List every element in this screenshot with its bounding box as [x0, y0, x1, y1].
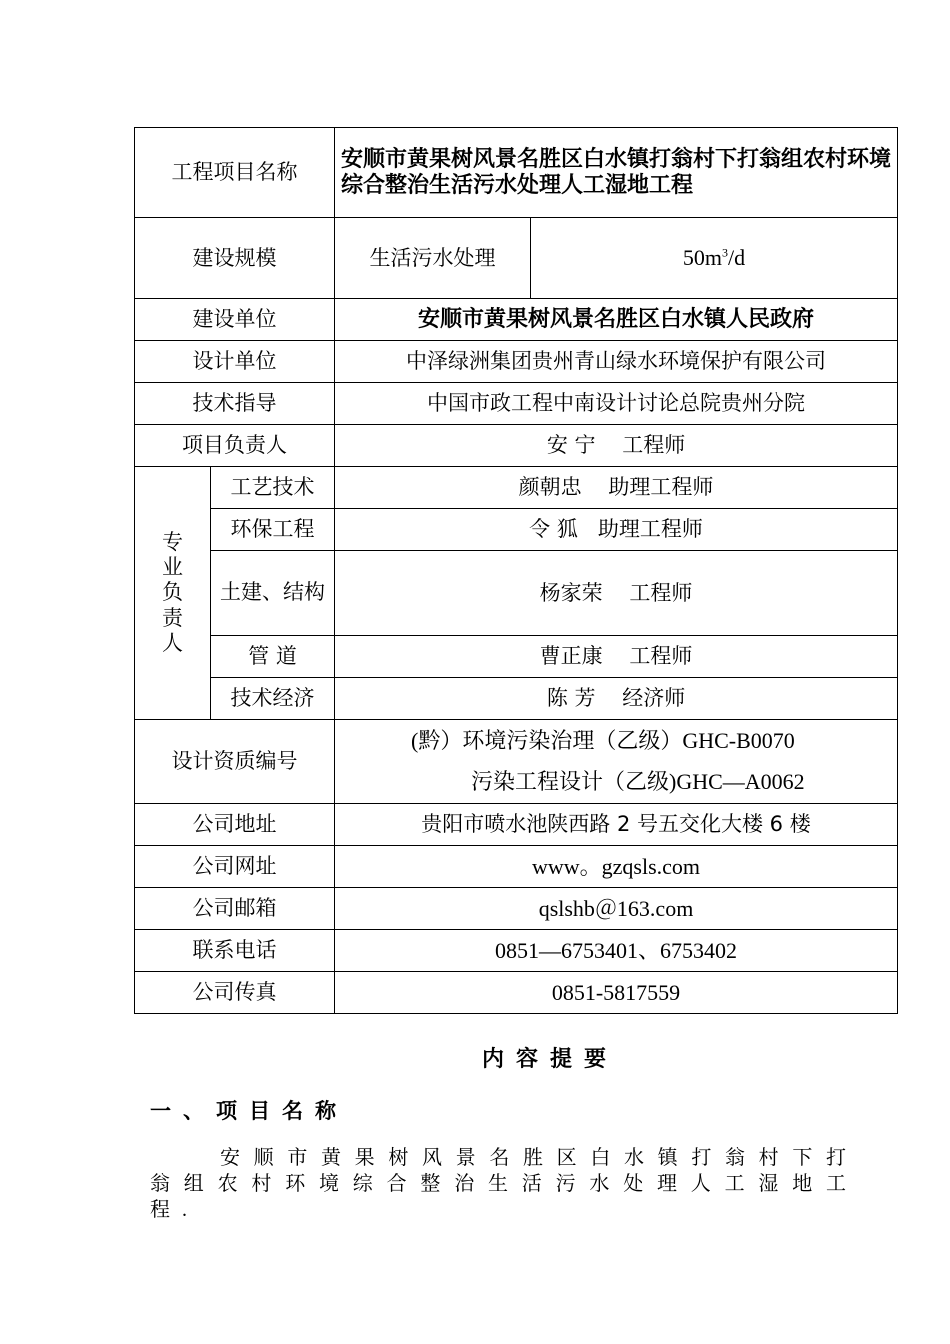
- qualification-line-1: (黔）环境污染治理（乙级）GHC-B0070: [411, 727, 795, 753]
- row-designer: [135, 341, 898, 383]
- project-name-label: 工程项目名称: [135, 128, 335, 218]
- fax-value: 0851-5817559: [335, 972, 898, 1014]
- qualification-cell: [335, 720, 898, 804]
- lead-label: 项目负责人: [135, 425, 335, 467]
- address-value: 贵阳市喷水池陕西路 2 号五交化大楼 6 楼: [335, 804, 898, 846]
- specialist-field: 管 道: [211, 636, 335, 678]
- email-value: qslshb＠163.com: [335, 888, 898, 930]
- row-lead: [135, 425, 898, 467]
- website-label: 公司网址: [135, 846, 335, 888]
- specialist-person: 陈 芳 经济师: [335, 678, 898, 720]
- qualification-label: 设计资质编号: [135, 720, 335, 804]
- row-qualification: [135, 720, 898, 804]
- scale-sup: 3: [722, 245, 728, 260]
- row-website: [135, 846, 898, 888]
- email-label: 公司邮箱: [135, 888, 335, 930]
- row-specialist-3: [135, 551, 898, 636]
- row-specialist-5: [135, 678, 898, 720]
- section-1-heading: 一、项目名称: [150, 1099, 348, 1123]
- scale-value-cell: [531, 218, 898, 299]
- scale-unit: /d: [728, 245, 746, 271]
- row-specialist-4: [135, 636, 898, 678]
- scale-type: 生活污水处理: [335, 218, 531, 299]
- specialist-field: 土建、结构: [211, 551, 335, 636]
- row-project-name: [135, 128, 898, 218]
- specialist-field: 工艺技术: [211, 467, 335, 509]
- website-value: www。gzqsls.com: [335, 846, 898, 888]
- row-address: [135, 804, 898, 846]
- address-label: 公司地址: [135, 804, 335, 846]
- project-info-table: [134, 127, 898, 1014]
- specialist-person: 颜朝忠 助理工程师: [335, 467, 898, 509]
- row-specialist-1: [135, 467, 898, 509]
- row-fax: [135, 972, 898, 1014]
- builder-value: 安顺市黄果树风景名胜区白水镇人民政府: [335, 299, 898, 341]
- specialist-group-cell: [135, 467, 211, 720]
- row-phone: [135, 930, 898, 972]
- scale-value: 50m: [682, 245, 722, 271]
- summary-heading: 内容提要: [481, 1047, 618, 1072]
- section-1-paragraph: 安顺市黄果树风景名胜区白水镇打翁村下打翁组农村环境综合整治生活污水处理人工湿地工程.: [150, 1147, 858, 1221]
- specialist-group-label: 专业负责人: [162, 530, 183, 655]
- row-tech-guide: [135, 383, 898, 425]
- row-builder: [135, 299, 898, 341]
- lead-value: 安 宁 工程师: [335, 425, 898, 467]
- specialist-person: 令 狐 助理工程师: [335, 509, 898, 551]
- specialist-field: 技术经济: [211, 678, 335, 720]
- project-name-value: 安顺市黄果树风景名胜区白水镇打翁村下打翁组农村环境综合整治生活污水处理人工湿地工程: [335, 128, 898, 218]
- fax-label: 公司传真: [135, 972, 335, 1014]
- tech-guide-value: 中国市政工程中南设计讨论总院贵州分院: [335, 383, 898, 425]
- builder-label: 建设单位: [135, 299, 335, 341]
- specialist-person: 曹正康 工程师: [335, 636, 898, 678]
- designer-value: 中泽绿洲集团贵州青山绿水环境保护有限公司: [335, 341, 898, 383]
- scale-label: 建设规模: [135, 218, 335, 299]
- row-scale: [135, 218, 898, 299]
- specialist-person: 杨家荣 工程师: [335, 551, 898, 636]
- phone-value: 0851—6753401、6753402: [335, 930, 898, 972]
- row-specialist-2: [135, 509, 898, 551]
- tech-guide-label: 技术指导: [135, 383, 335, 425]
- qualification-line-2: 污染工程设计（乙级)GHC—A0062: [471, 768, 805, 794]
- row-email: [135, 888, 898, 930]
- specialist-field: 环保工程: [211, 509, 335, 551]
- designer-label: 设计单位: [135, 341, 335, 383]
- phone-label: 联系电话: [135, 930, 335, 972]
